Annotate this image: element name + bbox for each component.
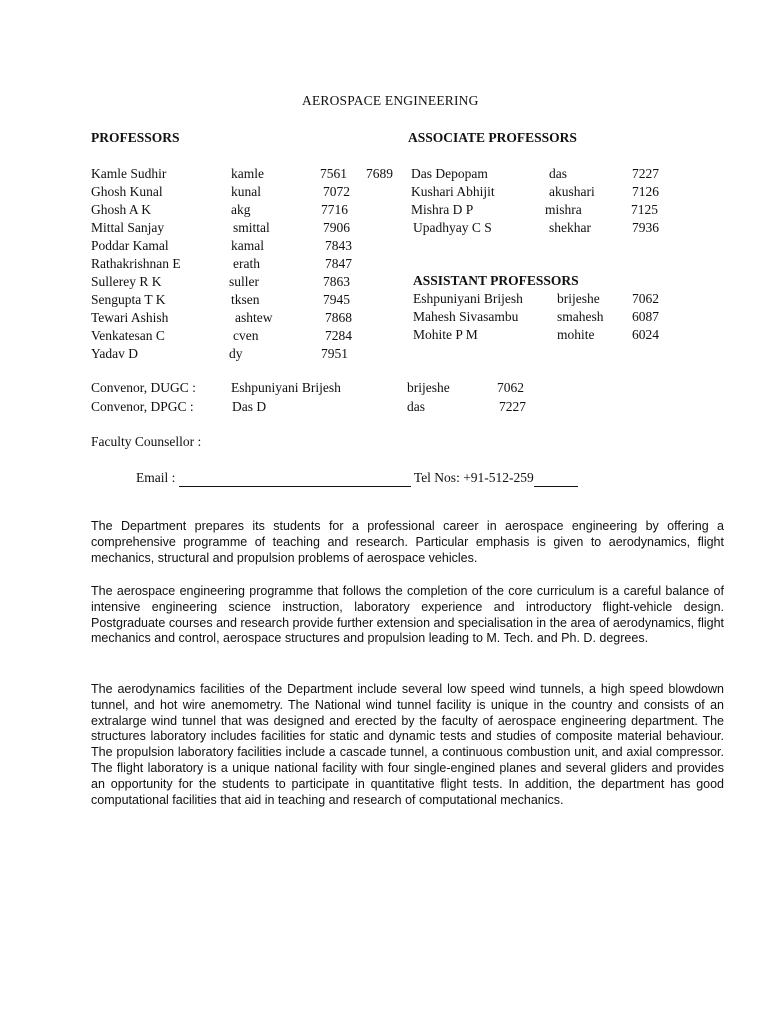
faculty-counsellor-label: Faculty Counsellor : bbox=[91, 434, 202, 449]
paragraph-programme: The aerospace engineering programme that follows the completion of the core curriculum is a careful balance of intensive engineering science instruction, laboratory experience and introductory flight-vehicle design. Postgraduate courses and research provide further extension and specialisation in the area of aerodynamics, flight mechanics and control, aerospace structures and propulsion leading to M. Tech. and Ph. D. degrees. bbox=[91, 584, 725, 646]
faculty-row bbox=[411, 166, 711, 184]
faculty-login: mishra bbox=[545, 202, 582, 217]
faculty-login: ashtew bbox=[235, 310, 273, 325]
tel-blank bbox=[534, 470, 578, 487]
faculty-row bbox=[91, 310, 391, 328]
faculty-phone: 6024 bbox=[632, 327, 659, 342]
faculty-login: mohite bbox=[557, 327, 595, 342]
faculty-name: Rathakrishnan E bbox=[91, 256, 181, 271]
faculty-phone: 7716 bbox=[321, 202, 348, 217]
page-title: AEROSPACE ENGINEERING bbox=[302, 93, 479, 108]
faculty-login: brijeshe bbox=[557, 291, 600, 306]
faculty-row bbox=[413, 309, 713, 327]
faculty-row bbox=[91, 292, 391, 310]
email-blank bbox=[179, 470, 411, 487]
convenor-dpgc-row bbox=[91, 399, 691, 417]
faculty-row bbox=[91, 166, 391, 184]
convenor-login: das bbox=[407, 399, 425, 414]
faculty-login: smahesh bbox=[557, 309, 604, 324]
faculty-phone: 7945 bbox=[323, 292, 350, 307]
faculty-login: kunal bbox=[231, 184, 261, 199]
faculty-login: akushari bbox=[549, 184, 595, 199]
paragraph-intro: The Department prepares its students for a professional career in aerospace engineering by offering a comprehensive programme of teaching and research. Particular emphasis is given to aerodynamics, flight mechanics, structural and propulsion problems of aerospace vehicles. bbox=[91, 519, 724, 565]
professors-heading: PROFESSORS bbox=[91, 130, 180, 145]
faculty-name: Mishra D P bbox=[411, 202, 474, 217]
faculty-login: tksen bbox=[231, 292, 260, 307]
convenor-phone: 7062 bbox=[497, 380, 524, 395]
assistant-professors-heading: ASSISTANT PROFESSORS bbox=[413, 273, 579, 288]
associate-professors-heading: ASSOCIATE PROFESSORS bbox=[408, 130, 577, 145]
faculty-row bbox=[91, 328, 391, 346]
faculty-row bbox=[411, 184, 711, 202]
faculty-row bbox=[91, 256, 391, 274]
faculty-phone2: 7689 bbox=[366, 166, 393, 181]
faculty-name: Yadav D bbox=[91, 346, 139, 361]
faculty-row bbox=[411, 220, 711, 238]
faculty-name: Kamle Sudhir bbox=[91, 166, 167, 181]
paragraph-facilities: The aerodynamics facilities of the Department include several low speed wind tunnels, a high speed blowdown tunnel, and hot wire anemometry. The National wind tunnel facility is unique in the country and consists of an extralarge wind tunnel that was designed and erected by the faculty of aerospace engineering department. The structures laboratory includes facilities for static and dynamic tests and studies of composite material behaviour. The propulsion laboratory facilities include a cascade tunnel, a continuous combustion unit, and axial compressor. The flight laboratory is a unique national facility with four single-engined planes and several gliders and provides an opportunity for the students to participate in quantitative flight tests. In addition, the department has good computational facilities that aid in teaching and research of computational mechanics. bbox=[91, 682, 724, 807]
faculty-row bbox=[91, 220, 391, 238]
convenor-name: Das D bbox=[232, 399, 267, 414]
faculty-name: Sullerey R K bbox=[91, 274, 162, 289]
faculty-login: suller bbox=[229, 274, 259, 289]
faculty-login: dy bbox=[229, 346, 243, 361]
faculty-phone: 7906 bbox=[323, 220, 350, 235]
faculty-login: smittal bbox=[233, 220, 270, 235]
faculty-phone: 7227 bbox=[632, 166, 659, 181]
faculty-login: akg bbox=[231, 202, 251, 217]
contact-line bbox=[136, 470, 578, 487]
faculty-login: das bbox=[549, 166, 567, 181]
faculty-phone: 7561 bbox=[320, 166, 347, 181]
faculty-row bbox=[413, 327, 713, 345]
faculty-name: Ghosh Kunal bbox=[91, 184, 163, 199]
faculty-name: Venkatesan C bbox=[91, 328, 165, 343]
faculty-login: shekhar bbox=[549, 220, 591, 235]
faculty-phone: 7125 bbox=[631, 202, 658, 217]
faculty-name: Mahesh Sivasambu bbox=[413, 309, 519, 324]
faculty-name: Poddar Kamal bbox=[91, 238, 169, 253]
faculty-login: kamal bbox=[231, 238, 264, 253]
faculty-phone: 7072 bbox=[323, 184, 350, 199]
faculty-phone: 7284 bbox=[325, 328, 352, 343]
convenor-phone: 7227 bbox=[499, 399, 526, 414]
faculty-row bbox=[91, 238, 391, 256]
faculty-phone: 7951 bbox=[321, 346, 348, 361]
faculty-login: cven bbox=[233, 328, 259, 343]
faculty-phone: 7847 bbox=[325, 256, 352, 271]
faculty-name: Ghosh A K bbox=[91, 202, 152, 217]
convenor-name: Eshpuniyani Brijesh bbox=[231, 380, 341, 395]
faculty-name: Sengupta T K bbox=[91, 292, 166, 307]
faculty-row bbox=[411, 202, 711, 220]
faculty-phone: 7843 bbox=[325, 238, 352, 253]
convenor-label: Convenor, DPGC : bbox=[91, 399, 194, 414]
faculty-login: erath bbox=[233, 256, 260, 271]
faculty-name: Mohite P M bbox=[413, 327, 478, 342]
faculty-login: kamle bbox=[231, 166, 264, 181]
faculty-phone: 7936 bbox=[632, 220, 659, 235]
faculty-name: Upadhyay C S bbox=[413, 220, 492, 235]
faculty-row bbox=[91, 202, 391, 220]
faculty-name: Tewari Ashish bbox=[91, 310, 169, 325]
faculty-name: Eshpuniyani Brijesh bbox=[413, 291, 523, 306]
email-label: Email : bbox=[136, 470, 176, 485]
faculty-row bbox=[91, 274, 391, 292]
faculty-name: Kushari Abhijit bbox=[411, 184, 495, 199]
faculty-phone: 6087 bbox=[632, 309, 659, 324]
faculty-phone: 7868 bbox=[325, 310, 352, 325]
faculty-name: Das Depopam bbox=[411, 166, 488, 181]
faculty-name: Mittal Sanjay bbox=[91, 220, 165, 235]
faculty-phone: 7126 bbox=[632, 184, 659, 199]
faculty-row bbox=[91, 184, 391, 202]
faculty-row bbox=[413, 291, 713, 309]
tel-label: Tel Nos: +91-512-259 bbox=[413, 470, 534, 485]
convenor-dugc-row bbox=[91, 380, 691, 398]
faculty-phone: 7863 bbox=[323, 274, 350, 289]
convenor-login: brijeshe bbox=[407, 380, 450, 395]
faculty-row bbox=[91, 346, 391, 364]
faculty-phone: 7062 bbox=[632, 291, 659, 306]
convenor-label: Convenor, DUGC : bbox=[91, 380, 196, 395]
